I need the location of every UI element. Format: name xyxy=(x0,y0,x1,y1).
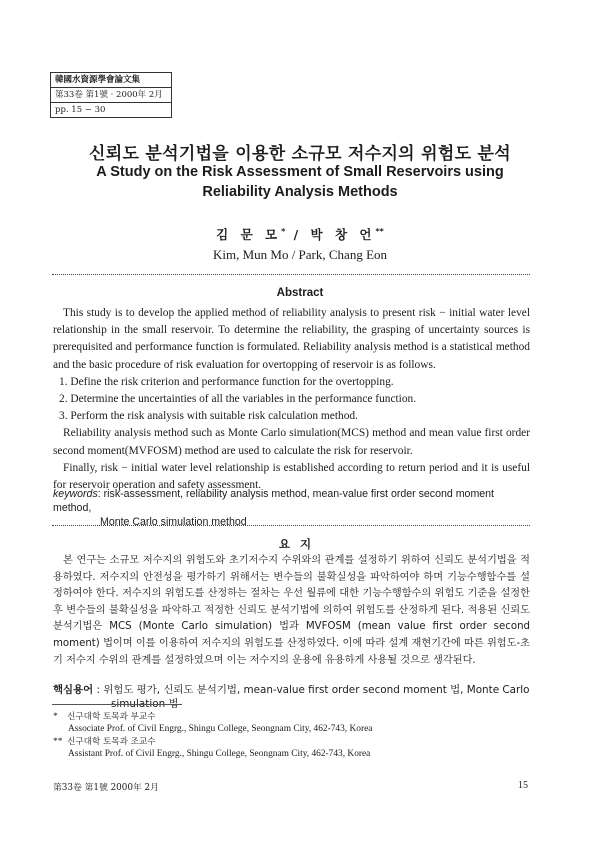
dotted-separator-top xyxy=(52,274,530,275)
footnote-2-mark: ** xyxy=(53,736,63,747)
keywords-korean-line-1 xyxy=(53,683,533,697)
title-korean: 신뢰도 분석기법을 이용한 소규모 저수지의 위험도 분석 xyxy=(89,144,511,164)
author2-mark: ** xyxy=(375,226,384,236)
journal-info-box xyxy=(50,72,172,118)
abstract-list-item-3: 3. Perform the risk analysis with suitable risk calculation method. xyxy=(59,410,358,423)
footnote-2-en: Assistant Prof. of Civil Engrg., Shingu College, Seongnam City, 462-743, Korea xyxy=(68,749,371,760)
author1-mark: * xyxy=(281,226,286,236)
keywords-korean-label: 핵심용어 xyxy=(53,684,94,696)
footer-journal-issue: 第33卷 第1號 2000年 2月 xyxy=(53,783,159,793)
abstract-heading: Abstract xyxy=(276,287,324,299)
keywords-korean xyxy=(53,683,533,711)
footnote-1-mark: * xyxy=(53,712,58,722)
keywords-english xyxy=(53,487,533,529)
abstract-list-item-2: 2. Determine the uncertainties of all the variables in the performance function. xyxy=(59,393,417,406)
author1-ko: 김 문 모 xyxy=(216,227,282,242)
footnote-2-affiliation-ko: 신구대학 토목과 조교수 xyxy=(67,736,156,747)
keywords-line-2: Monte Carlo simulation method xyxy=(100,516,247,528)
authors-english: Kim, Mun Mo / Park, Chang Eon xyxy=(212,247,388,262)
title-english-line2: Reliability Analysis Methods xyxy=(202,184,398,200)
dotted-separator-middle xyxy=(52,525,530,526)
author2-ko: 박 창 언 xyxy=(310,227,376,242)
footnote-1-affiliation-ko: 신구대학 토목과 부교수 xyxy=(67,712,156,722)
keywords-text: : risk-assessment, reliability analysis method, mean-value first order second moment method, xyxy=(53,488,494,514)
abstract-body xyxy=(53,305,530,494)
keywords-korean-line-2: simulation 법 xyxy=(111,698,179,710)
keywords-label: keywords xyxy=(53,488,98,500)
footnote-rule xyxy=(52,704,182,705)
footnote-2-ko xyxy=(53,736,372,748)
keywords-line-1 xyxy=(53,487,533,515)
title-english-line1: A Study on the Risk Assessment of Small Reservoirs using xyxy=(96,164,504,180)
footnote-1-en: Associate Prof. of Civil Engrg., Shingu College, Seongnam City, 462-743, Korea xyxy=(68,724,373,735)
journal-name: 韓國水資源學會論文集 xyxy=(51,73,171,88)
abstract-paragraph-3: Finally, risk − initial water level relationship is established according to return period and it is useful for reservoir operation and safety assessment. xyxy=(53,461,530,492)
authors-korean xyxy=(0,225,600,243)
korean-summary-paragraph: 본 연구는 소규모 저수지의 위험도와 초기저수지 수위와의 관계를 설정하기 위하여 신뢰도 분석기법을 적용하였다. 저수지의 안전성을 평가하기 위해서는 변수들의 불확실성을 파악하여야 하며 기능수행함수를 설정하여야 한다. 저수지의 위험도를 산정하는 절차는 우선 월류에 대한 기능수행함수의 위험도 기준을 설정한 후 변수들의 불확실성을 파악하고 적정한 신뢰도 분석기법에 의하여 위험도를 산정하게 된다. 적용된 신뢰도 분석기법은 MCS (Monte Carlo simulation) 법과 MVFOSM (mean value first order second moment) 법이며 이를 이용하여 저수지의 위험도를 산정하였다. 이에 따라 설계 재현기간에 따른 위험도-초기 저수지 수위의 관계를 설정하였으며 이는 저수지의 운용에 유용하게 사용될 것으로 생각된다. xyxy=(53,555,530,666)
footnotes xyxy=(53,711,372,761)
korean-summary-heading: 요지 xyxy=(278,537,322,551)
author-separator: / xyxy=(285,227,311,242)
journal-volume-issue: 第33卷 第1號 · 2000年 2月 xyxy=(51,88,171,103)
footnote-1-ko xyxy=(53,711,372,723)
korean-summary-body xyxy=(53,553,530,669)
abstract-paragraph-2: Reliability analysis method such as Monte Carlo simulation(MCS) method and mean value first order second moment(MVFOSM) method are used to calculate the risk for reservoir. xyxy=(53,427,530,457)
abstract-list-item-1: 1. Define the risk criterion and performance function for the overtopping. xyxy=(59,375,394,388)
abstract-paragraph-1: This study is to develop the applied method of reliability analysis to present risk − initial water level relationship in the small reservoir. To determine the reliability, the grasping of uncertainty sources is prerequisited and performance function is formulated. Reliability analysis method is a statistical method and the basic procedure of risk evaluation for overtopping of reservoir is as follows. xyxy=(53,307,530,371)
page-number: 15 xyxy=(518,780,528,791)
journal-pages: pp. 15 ~ 30 xyxy=(55,105,106,115)
keywords-korean-text: : 위험도 평가, 신뢰도 분석기법, mean-value first order second moment 법, Monte Carlo xyxy=(93,684,530,696)
